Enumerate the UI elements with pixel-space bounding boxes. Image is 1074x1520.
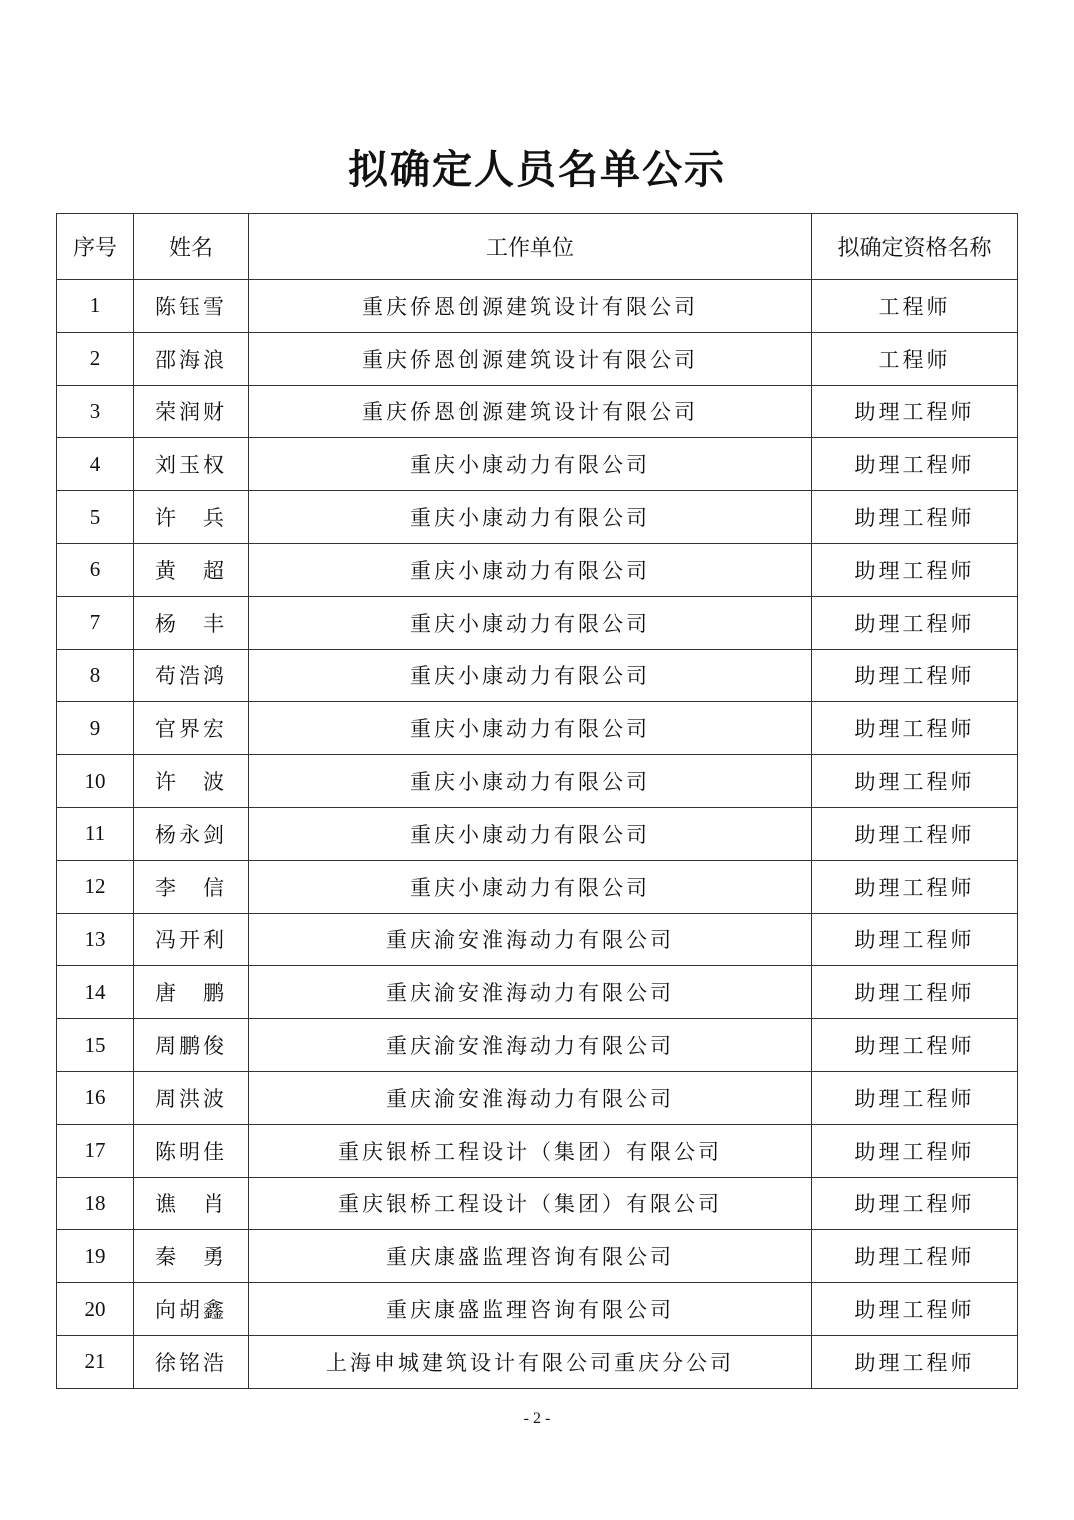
cell-no: 3 <box>57 385 134 438</box>
table-row <box>57 755 1018 808</box>
cell-name: 黄 超 <box>134 543 249 596</box>
table-row <box>57 332 1018 385</box>
table-row <box>57 649 1018 702</box>
cell-unit: 重庆侨恩创源建筑设计有限公司 <box>249 280 812 333</box>
cell-qualification: 助理工程师 <box>812 649 1018 702</box>
header-row <box>57 214 1018 280</box>
cell-unit: 重庆侨恩创源建筑设计有限公司 <box>249 385 812 438</box>
table-row <box>57 1124 1018 1177</box>
cell-name: 李 信 <box>134 860 249 913</box>
cell-qualification: 助理工程师 <box>812 702 1018 755</box>
cell-name: 许 兵 <box>134 491 249 544</box>
cell-qualification: 助理工程师 <box>812 1335 1018 1388</box>
cell-name: 冯开利 <box>134 913 249 966</box>
cell-unit: 重庆小康动力有限公司 <box>249 543 812 596</box>
cell-name: 邵海浪 <box>134 332 249 385</box>
cell-no: 13 <box>57 913 134 966</box>
cell-no: 17 <box>57 1124 134 1177</box>
cell-no: 10 <box>57 755 134 808</box>
cell-qualification: 助理工程师 <box>812 438 1018 491</box>
cell-qualification: 助理工程师 <box>812 596 1018 649</box>
cell-unit: 重庆小康动力有限公司 <box>249 438 812 491</box>
page-title: 拟确定人员名单公示 <box>348 146 726 193</box>
cell-unit: 重庆渝安淮海动力有限公司 <box>249 1071 812 1124</box>
cell-unit: 重庆小康动力有限公司 <box>249 596 812 649</box>
cell-no: 19 <box>57 1230 134 1283</box>
cell-qualification: 助理工程师 <box>812 385 1018 438</box>
cell-qualification: 工程师 <box>812 332 1018 385</box>
cell-name: 苟浩鸿 <box>134 649 249 702</box>
header-unit: 工作单位 <box>249 214 812 280</box>
table-row <box>57 702 1018 755</box>
cell-name: 向胡鑫 <box>134 1283 249 1336</box>
cell-no: 21 <box>57 1335 134 1388</box>
table-row <box>57 385 1018 438</box>
table-header <box>57 214 1018 280</box>
header-name: 姓名 <box>134 214 249 280</box>
table-row <box>57 596 1018 649</box>
cell-unit: 重庆银桥工程设计（集团）有限公司 <box>249 1177 812 1230</box>
cell-no: 15 <box>57 1019 134 1072</box>
cell-no: 14 <box>57 966 134 1019</box>
cell-no: 4 <box>57 438 134 491</box>
page-number: - 2 - <box>523 1410 551 1427</box>
cell-unit: 重庆小康动力有限公司 <box>249 755 812 808</box>
cell-no: 1 <box>57 280 134 333</box>
cell-qualification: 助理工程师 <box>812 966 1018 1019</box>
cell-name: 陈明佳 <box>134 1124 249 1177</box>
cell-unit: 重庆侨恩创源建筑设计有限公司 <box>249 332 812 385</box>
cell-name: 周鹏俊 <box>134 1019 249 1072</box>
cell-qualification: 助理工程师 <box>812 1124 1018 1177</box>
table-row <box>57 543 1018 596</box>
cell-name: 唐 鹏 <box>134 966 249 1019</box>
cell-no: 2 <box>57 332 134 385</box>
cell-qualification: 助理工程师 <box>812 1230 1018 1283</box>
cell-unit: 上海申城建筑设计有限公司重庆分公司 <box>249 1335 812 1388</box>
table-row <box>57 438 1018 491</box>
cell-qualification: 助理工程师 <box>812 755 1018 808</box>
table-row <box>57 966 1018 1019</box>
header-qualification: 拟确定资格名称 <box>812 214 1018 280</box>
cell-qualification: 助理工程师 <box>812 1283 1018 1336</box>
cell-unit: 重庆渝安淮海动力有限公司 <box>249 966 812 1019</box>
cell-no: 8 <box>57 649 134 702</box>
cell-name: 许 波 <box>134 755 249 808</box>
table-row <box>57 1230 1018 1283</box>
cell-unit: 重庆小康动力有限公司 <box>249 491 812 544</box>
cell-no: 12 <box>57 860 134 913</box>
cell-no: 18 <box>57 1177 134 1230</box>
table-row <box>57 280 1018 333</box>
cell-name: 徐铭浩 <box>134 1335 249 1388</box>
cell-unit: 重庆小康动力有限公司 <box>249 807 812 860</box>
table-row <box>57 1177 1018 1230</box>
cell-no: 6 <box>57 543 134 596</box>
cell-name: 陈钰雪 <box>134 280 249 333</box>
cell-unit: 重庆康盛监理咨询有限公司 <box>249 1283 812 1336</box>
roster-table <box>56 213 1018 1389</box>
table-row <box>57 1019 1018 1072</box>
cell-qualification: 助理工程师 <box>812 543 1018 596</box>
cell-name: 周洪波 <box>134 1071 249 1124</box>
cell-name: 杨 丰 <box>134 596 249 649</box>
cell-name: 杨永剑 <box>134 807 249 860</box>
cell-name: 谯 肖 <box>134 1177 249 1230</box>
header-no: 序号 <box>57 214 134 280</box>
cell-name: 荣润财 <box>134 385 249 438</box>
cell-qualification: 助理工程师 <box>812 1071 1018 1124</box>
cell-name: 官界宏 <box>134 702 249 755</box>
cell-qualification: 助理工程师 <box>812 807 1018 860</box>
cell-no: 16 <box>57 1071 134 1124</box>
cell-unit: 重庆渝安淮海动力有限公司 <box>249 913 812 966</box>
cell-qualification: 助理工程师 <box>812 491 1018 544</box>
cell-no: 9 <box>57 702 134 755</box>
cell-qualification: 助理工程师 <box>812 860 1018 913</box>
cell-unit: 重庆康盛监理咨询有限公司 <box>249 1230 812 1283</box>
table-row <box>57 491 1018 544</box>
cell-no: 20 <box>57 1283 134 1336</box>
cell-unit: 重庆小康动力有限公司 <box>249 649 812 702</box>
cell-unit: 重庆银桥工程设计（集团）有限公司 <box>249 1124 812 1177</box>
cell-no: 7 <box>57 596 134 649</box>
cell-no: 11 <box>57 807 134 860</box>
cell-qualification: 助理工程师 <box>812 913 1018 966</box>
table-body <box>57 280 1018 1389</box>
table-row <box>57 860 1018 913</box>
cell-qualification: 助理工程师 <box>812 1019 1018 1072</box>
cell-qualification: 工程师 <box>812 280 1018 333</box>
cell-qualification: 助理工程师 <box>812 1177 1018 1230</box>
cell-unit: 重庆渝安淮海动力有限公司 <box>249 1019 812 1072</box>
table-row <box>57 1335 1018 1388</box>
table-row <box>57 1283 1018 1336</box>
cell-no: 5 <box>57 491 134 544</box>
cell-unit: 重庆小康动力有限公司 <box>249 702 812 755</box>
table-row <box>57 807 1018 860</box>
table-row <box>57 913 1018 966</box>
table-row <box>57 1071 1018 1124</box>
cell-name: 秦 勇 <box>134 1230 249 1283</box>
cell-name: 刘玉权 <box>134 438 249 491</box>
cell-unit: 重庆小康动力有限公司 <box>249 860 812 913</box>
